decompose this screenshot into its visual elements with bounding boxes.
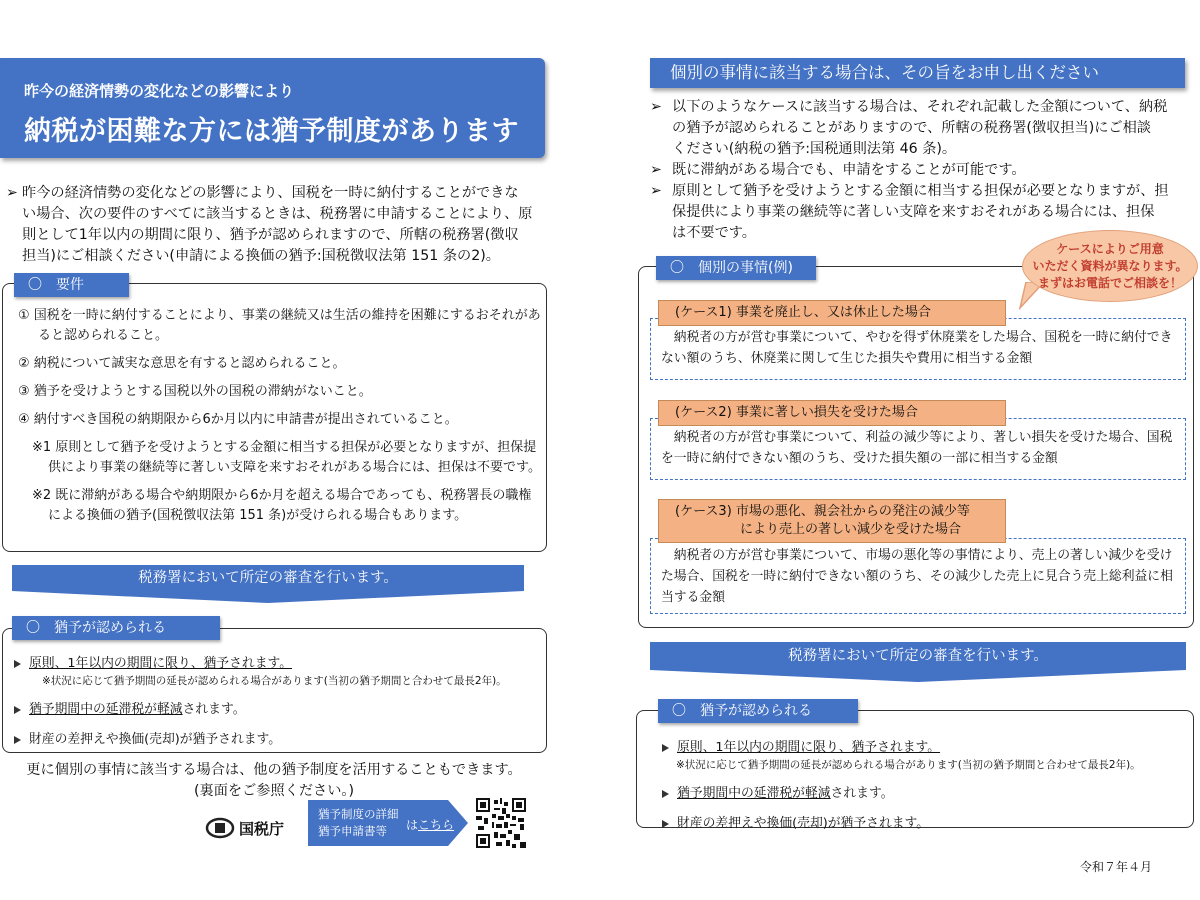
bubble-line: いただく資料が異なります。 [1032, 259, 1188, 273]
requirements-label: 〇 要件 [14, 273, 129, 297]
triangle-icon [14, 706, 21, 714]
issue-date: 令和７年４月 [1080, 860, 1153, 874]
case-3-title [658, 499, 1006, 543]
requirement-note: 供により事業の継続等に著しい支障を来すおそれがある場合には、担保は不要です。 [48, 460, 541, 475]
right-review-text: 税務署において所定の審査を行います。 [650, 642, 1186, 670]
granted-bullet: 財産の差押えや換価(売却)が猶予されます。 [677, 816, 930, 831]
case-body-line: ない額のうち、休廃業に関して生じた損失や費用に相当する金額 [661, 351, 1033, 366]
intro-line: い場合、次の要件のすべてに該当するときは、税務署に申請することにより、原 [22, 206, 533, 222]
requirements-list [18, 306, 543, 526]
intro-line: 則として1年以内の期間に限り、猶予が認められますので、所轄の税務署(徴収 [22, 227, 519, 243]
intro-line: は不要です。 [672, 225, 756, 241]
intro-line: 担当)にご相談ください(申請による換価の猶予:国税徴収法第 151 条の2)。 [22, 248, 500, 264]
granted-bullet: 財産の差押えや換価(売却)が猶予されます。 [29, 732, 282, 747]
intro-line: 原則として猶予を受けようとする金額に相当する担保が必要となりますが、担 [672, 183, 1169, 199]
intro-line: 保提供により事業の継続等に著しい支障を来すおそれがある場合には、担保 [672, 204, 1155, 220]
bubble-line: まずはお電話でご相談を！ [1037, 276, 1182, 290]
case-body-line: 納税者の方が営む事業について、市場の悪化等の事情により、売上の著しい減少を受け [661, 548, 1173, 563]
granted-note: ※状況に応じて猶予期間の延長が認められる場合があります(当初の猶予期間と合わせて最長2年)。 [676, 759, 1141, 771]
advice-bubble [1022, 230, 1198, 302]
qr-code-icon[interactable] [476, 798, 526, 848]
link-here[interactable] [406, 816, 454, 833]
case-body-line: 納税者の方が営む事業について、利益の減少等により、著しい損失を受けた場合、国税 [661, 430, 1173, 445]
requirement-item: ③ 猶予を受けようとする国税以外の国税の滞納がないこと。 [18, 384, 372, 399]
right-granted-label: 〇 猶予が認められると・・・ [658, 699, 858, 723]
granted-bullet-rest: されます。 [830, 786, 894, 801]
case-2-body [650, 418, 1186, 480]
intro-line: ください(納税の猶予:国税通則法第 46 条)。 [672, 141, 957, 157]
triangle-icon [662, 744, 669, 752]
link-ha: は [406, 818, 419, 832]
details-link[interactable] [308, 800, 468, 846]
requirement-item: ると認められること。 [38, 328, 169, 343]
requirement-item: ② 納税について誠実な意思を有すると認められること。 [18, 356, 346, 371]
cases-label: 〇 個別の事情(例) [656, 256, 816, 280]
case-body-line: 当する金額 [661, 590, 725, 605]
case-1-title: (ケース1) 事業を廃止し、又は休止した場合 [658, 300, 1006, 326]
intro-mark: ➢ [650, 99, 662, 115]
link-here-text: こちら [418, 818, 455, 832]
left-review-banner [12, 565, 524, 603]
link-label [318, 806, 399, 840]
bubble-line: ケースによりご用意 [1056, 242, 1164, 256]
right-review-banner [650, 642, 1186, 682]
case-title-line: により売上の著しい減少を受けた場合 [675, 522, 962, 537]
requirement-note: ※2 既に滞納がある場合や納期限から6か月を超える場合であっても、税務署長の職権 [32, 488, 532, 503]
intro-mark: ➢ [650, 162, 662, 178]
left-granted-label: 〇 猶予が認められると・・・ [12, 616, 220, 640]
triangle-icon [14, 736, 21, 744]
case-2-title: (ケース2) 事業に著しい損失を受けた場合 [658, 400, 1006, 426]
granted-note: ※状況に応じて猶予期間の延長が認められる場合があります(当初の猶予期間と合わせて最長2年)。 [42, 675, 507, 687]
case-1-body [650, 318, 1186, 380]
link-line: 猶予制度の詳細 [318, 807, 399, 821]
agency-name: 国税庁 [239, 819, 285, 838]
triangle-icon [662, 790, 669, 798]
intro-line: 昨今の経済情勢の変化などの影響により、国税を一時に納付することができな [22, 185, 519, 201]
intro-mark: ➢ [6, 185, 18, 201]
requirement-note: ※1 原則として猶予を受けようとする金額に相当する担保が必要となりますが、担保提 [32, 440, 537, 455]
right-granted-list [662, 736, 1192, 831]
granted-bullet: 原則、1年以内の期間に限り、猶予されます。 [677, 740, 941, 755]
footer-line: (裏面をご参照ください。) [193, 783, 355, 799]
requirement-item: ① 国税を一時に納付することにより、事業の継続又は生活の維持を困難にするおそれがあ [18, 308, 541, 323]
right-review-arrow [650, 670, 1186, 682]
left-header-subtitle: 昨今の経済情勢の変化などの影響により [24, 82, 295, 100]
left-granted-list [14, 652, 544, 747]
left-header-title: 納税が困難な方には猶予制度があります [24, 116, 519, 147]
case-3-body [650, 538, 1186, 614]
granted-bullet-underlined: 猶予期間中の延滞税が軽減 [677, 786, 831, 801]
granted-bullet-underlined: 猶予期間中の延滞税が軽減 [29, 702, 183, 717]
granted-bullet-rest: されます。 [182, 702, 246, 717]
case-body-line: を一時に納付できない額のうち、受けた損失額の一部に相当する金額 [661, 451, 1058, 466]
intro-line: 以下のようなケースに該当する場合は、それぞれ記載した金額について、納税 [672, 99, 1168, 115]
left-review-arrow [12, 591, 524, 603]
right-header: 個別の事情に該当する場合は、その旨をお申し出ください [650, 58, 1185, 88]
requirement-item: ④ 納付すべき国税の納期限から6か月以内に申請書が提出されていること。 [18, 412, 458, 427]
right-intro [650, 97, 1190, 244]
triangle-icon [662, 820, 669, 828]
case-body-line: た場合、国税を一時に納付できない額のうち、その減少した売上に見合う売上総利益に相 [661, 569, 1173, 584]
left-footer-text [0, 760, 548, 802]
left-review-text: 税務署において所定の審査を行います。 [12, 565, 524, 591]
intro-mark: ➢ [650, 183, 662, 199]
granted-bullet: 原則、1年以内の期間に限り、猶予されます。 [29, 656, 293, 671]
nta-emblem-icon [205, 817, 235, 839]
intro-line: 既に滞納がある場合でも、申請をすることが可能です。 [672, 162, 1026, 178]
footer-line: 更に個別の事情に該当する場合は、他の猶予制度を活用することもできます。 [26, 762, 522, 778]
left-intro [6, 183, 551, 267]
triangle-icon [14, 660, 21, 668]
link-line: 猶予申請書等 [318, 824, 387, 838]
left-header-banner [0, 58, 545, 158]
requirement-note: による換価の猶予(国税徴収法第 151 条)が受けられる場合もあります。 [48, 508, 468, 523]
case-title-line: (ケース3) 市場の悪化、親会社からの発注の減少等 [675, 504, 970, 519]
case-body-line: 納税者の方が営む事業について、やむを得ず休廃業をした場合、国税を一時に納付でき [661, 330, 1173, 345]
intro-line: の猶予が認められることがありますので、所轄の税務署(徴収担当)にご相談 [672, 120, 1151, 136]
nta-logo [205, 817, 284, 839]
